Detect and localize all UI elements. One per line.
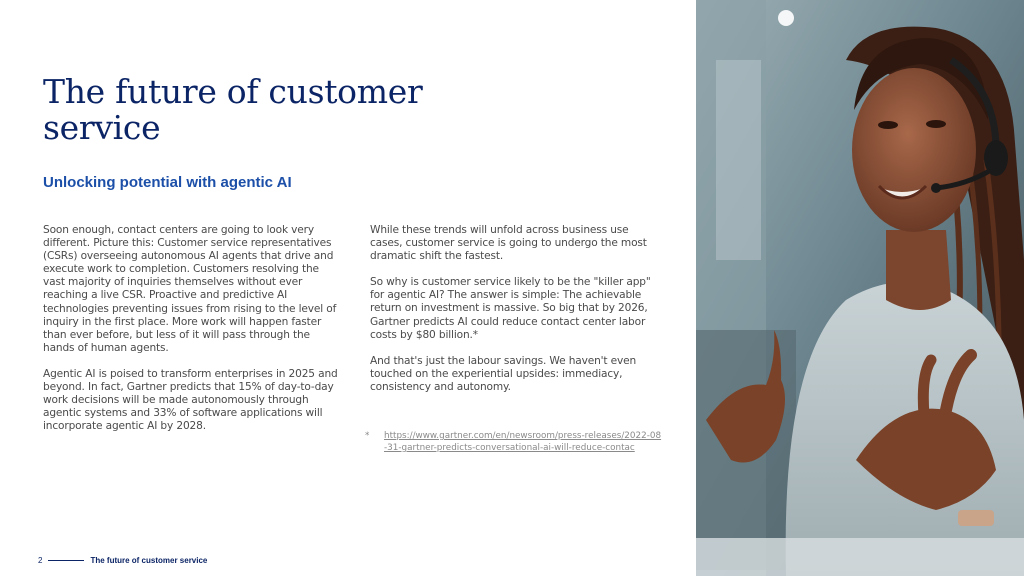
paragraph: And that's just the labour savings. We haven't even touched on the experiential upsides: immediacy, consistency and autonomy. [370,354,637,393]
right-column [370,224,660,407]
left-column [43,224,339,446]
footer-divider [48,560,84,561]
paragraph: Agentic AI is poised to transform enterprises in 2025 and beyond. In fact, Gartner predicts that 15% of day-to-day work decisions will be made autonomously through agentic systems and 33% of software applications will incorporate agentic AI by 2028. [43,367,338,433]
page-subtitle: Unlocking potential with agentic AI [43,174,292,191]
footnote [365,430,661,454]
paragraph: While these trends will unfold across business use cases, customer service is going to undergo the most dramatic shift the fastest. [370,224,647,263]
footer-label: The future of customer service [90,555,208,565]
page-number: 2 [38,555,43,565]
customer-service-agent-photo [696,0,1024,576]
paragraph: So why is customer service likely to be the "killer app" for agentic AI? The answer is simple: The achievable return on investment is massive. So big that by 2026, Gartner predicts AI could reduce contact center labor costs by $80 billion.* [370,276,651,341]
paragraph: Soon enough, contact centers are going to look very different. Picture this: Customer service representatives (CSRs) overseeing autonomous AI agents that drive and execute work to completion. Customers resolving the vast majority of inquiries themselves without ever reaching a live CSR. Proactive and predictive AI technologies preventing issues from rising to the level of inquiry in the first place. More work will happen faster than ever before, but less of it will pass through the hands of human agents. [43,224,337,354]
footnote-marker: * [365,431,370,441]
page-title: The future of customer service [43,72,423,147]
page-footer [38,553,207,567]
footnote-link[interactable]: https://www.gartner.com/en/newsroom/press-releases/2022-08-31-gartner-predicts-conversational-ai-will-reduce-contac [384,431,662,453]
